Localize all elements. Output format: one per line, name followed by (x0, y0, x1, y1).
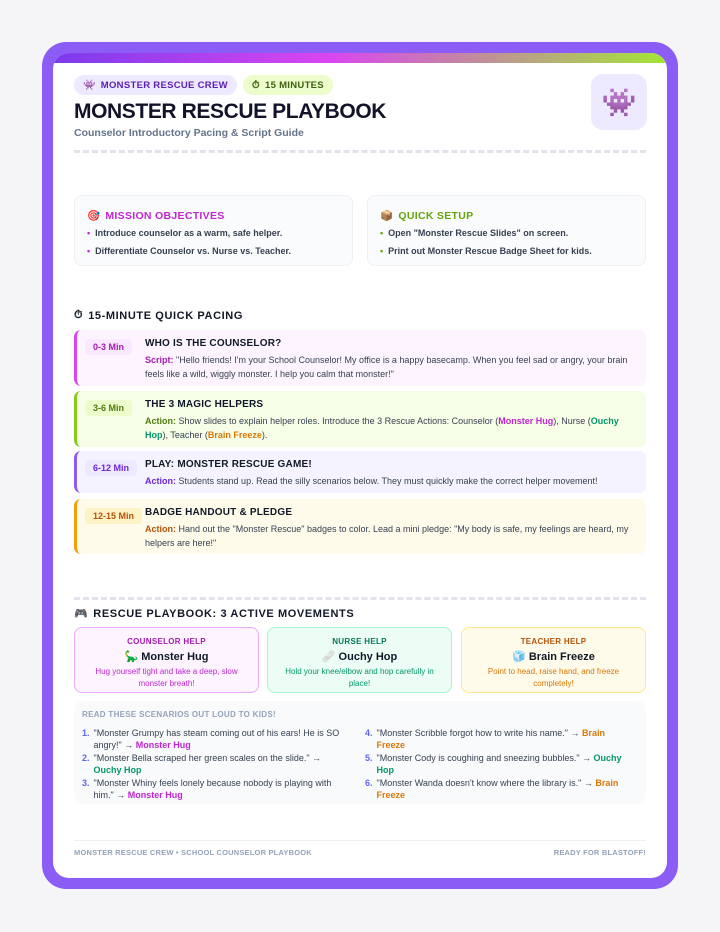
step-heading: WHO IS THE COUNSELOR? (145, 338, 282, 349)
list-item: • Print out Monster Rescue Badge Sheet for kids. (380, 246, 592, 256)
stopwatch-icon: ⏱ (74, 309, 84, 321)
movement-role: NURSE HELP (332, 637, 387, 646)
scenario-item: 1. "Monster Grumpy has steam coming out of his ears! He is SO angry!" → Monster Hug (82, 728, 340, 750)
divider (74, 597, 646, 600)
step-heading: THE 3 MAGIC HELPERS (145, 399, 264, 410)
step-heading: PLAY: MONSTER RESCUE GAME! (145, 459, 312, 470)
movement-name: 🧊 Brain Freeze (512, 651, 595, 663)
setup-list (380, 228, 592, 264)
list-item: • Differentiate Counselor vs. Nurse vs. Teacher. (87, 246, 292, 256)
step-text: Script: "Hello friends! I'm your School Counselor! My office is a happy basecamp. When you feel sad or angry, your brain feels like a wild, wiggly monster. I help you calm that monster!" (145, 355, 628, 379)
scenario-item: 6. "Monster Wanda doesn't know where the library is." → Brain Freeze (365, 778, 619, 800)
package-icon: 📦 (380, 210, 394, 222)
dinosaur-icon: 🦕 (124, 651, 139, 663)
movement-card-counselor (74, 627, 259, 693)
step-heading: BADGE HANDOUT & PLEDGE (145, 507, 293, 518)
pacing-step (74, 451, 646, 493)
target-icon: 🎯 (87, 210, 101, 222)
page-frame (42, 42, 678, 889)
step-text: Action: Students stand up. Read the silly scenarios below. They must quickly make the correct helper movement! (145, 476, 598, 486)
pacing-step (74, 330, 646, 386)
stopwatch-icon: ⏱ (251, 79, 260, 91)
step-text: Action: Show slides to explain helper roles. Introduce the 3 Rescue Actions: Counselor (Monster Hug), Nurse (Ouchy Hop), Teacher (Brain Freeze). (145, 416, 619, 440)
movement-description: Hold your knee/elbow and hop carefully in place! (285, 667, 434, 688)
monster-icon: 👾 (83, 79, 96, 91)
scenario-item: 4. "Monster Scribble forgot how to write his name." → Brain Freeze (365, 728, 606, 750)
time-badge: 3-6 Min (85, 400, 132, 416)
scenario-item: 2. "Monster Bella scraped her green scales on the slide." → Ouchy Hop (82, 753, 322, 775)
time-badge-label: 15 MINUTES (264, 79, 324, 91)
mission-objectives-heading (87, 209, 225, 222)
time-badge (243, 75, 333, 95)
bandage-icon: 🩹 (321, 651, 336, 663)
movements-section-heading: 🎮 RESCUE PLAYBOOK: 3 ACTIVE MOVEMENTS (74, 607, 355, 620)
pacing-step (74, 499, 646, 554)
quick-setup-heading (380, 209, 473, 222)
pacing-section-heading: ⏱ 15-MINUTE QUICK PACING (74, 309, 243, 322)
objectives-list (87, 228, 291, 264)
crew-badge (74, 75, 237, 95)
time-badge: 12-15 Min (85, 508, 142, 524)
footer-left: MONSTER RESCUE CREW • SCHOOL COUNSELOR PLAYBOOK (74, 848, 312, 857)
ice-cube-icon: 🧊 (512, 651, 526, 663)
page-footer (74, 840, 646, 857)
mission-objectives-card (74, 195, 353, 266)
crew-badge-label: MONSTER RESCUE CREW (100, 79, 228, 91)
step-text: Action: Hand out the "Monster Rescue" badges to color. Lead a mini pledge: "My body is safe, my feelings are heard, my helpers are here!" (145, 524, 629, 548)
pacing-step (74, 391, 646, 447)
gradient-top-bar (53, 53, 667, 63)
scenario-item: 5. "Monster Cody is coughing and sneezing bubbles." → Ouchy Hop (365, 753, 622, 775)
page-title: MONSTER RESCUE PLAYBOOK (74, 100, 387, 123)
scenario-item: 3. "Monster Whiny feels lonely because nobody is playing with him." → Monster Hug (82, 778, 332, 800)
movement-name: 🦕 Monster Hug (124, 651, 209, 663)
movement-role: COUNSELOR HELP (127, 637, 206, 646)
footer-right: READY FOR BLASTOFF! (553, 848, 646, 857)
gamepad-icon: 🎮 (74, 608, 89, 620)
movement-name: 🩹 Ouchy Hop (321, 651, 398, 663)
movement-card-nurse (267, 627, 452, 693)
time-badge: 0-3 Min (85, 339, 132, 355)
page-subtitle: Counselor Introductory Pacing & Script Guide (74, 127, 304, 139)
scenarios-heading: READ THESE SCENARIOS OUT LOUD TO KIDS! (82, 710, 276, 719)
movement-role: TEACHER HELP (520, 637, 587, 646)
quick-setup-card (367, 195, 646, 266)
movement-description: Point to head, raise hand, and freeze completely! (487, 667, 620, 688)
movement-card-teacher (461, 627, 646, 693)
header-badges (74, 75, 333, 95)
playbook-sheet (53, 53, 667, 878)
divider (74, 150, 646, 153)
mission-objectives-title: MISSION OBJECTIVES (105, 209, 225, 222)
list-item: • Open "Monster Rescue Slides" on screen. (380, 228, 569, 238)
time-badge: 6-12 Min (85, 460, 137, 476)
movement-description: Hug yourself tight and take a deep, slow monster breath! (95, 667, 238, 688)
list-item: • Introduce counselor as a warm, safe helper. (87, 228, 283, 238)
monster-logo-icon: 👾 (591, 74, 647, 130)
quick-setup-title: QUICK SETUP (398, 209, 474, 222)
scenarios-panel (74, 701, 646, 804)
